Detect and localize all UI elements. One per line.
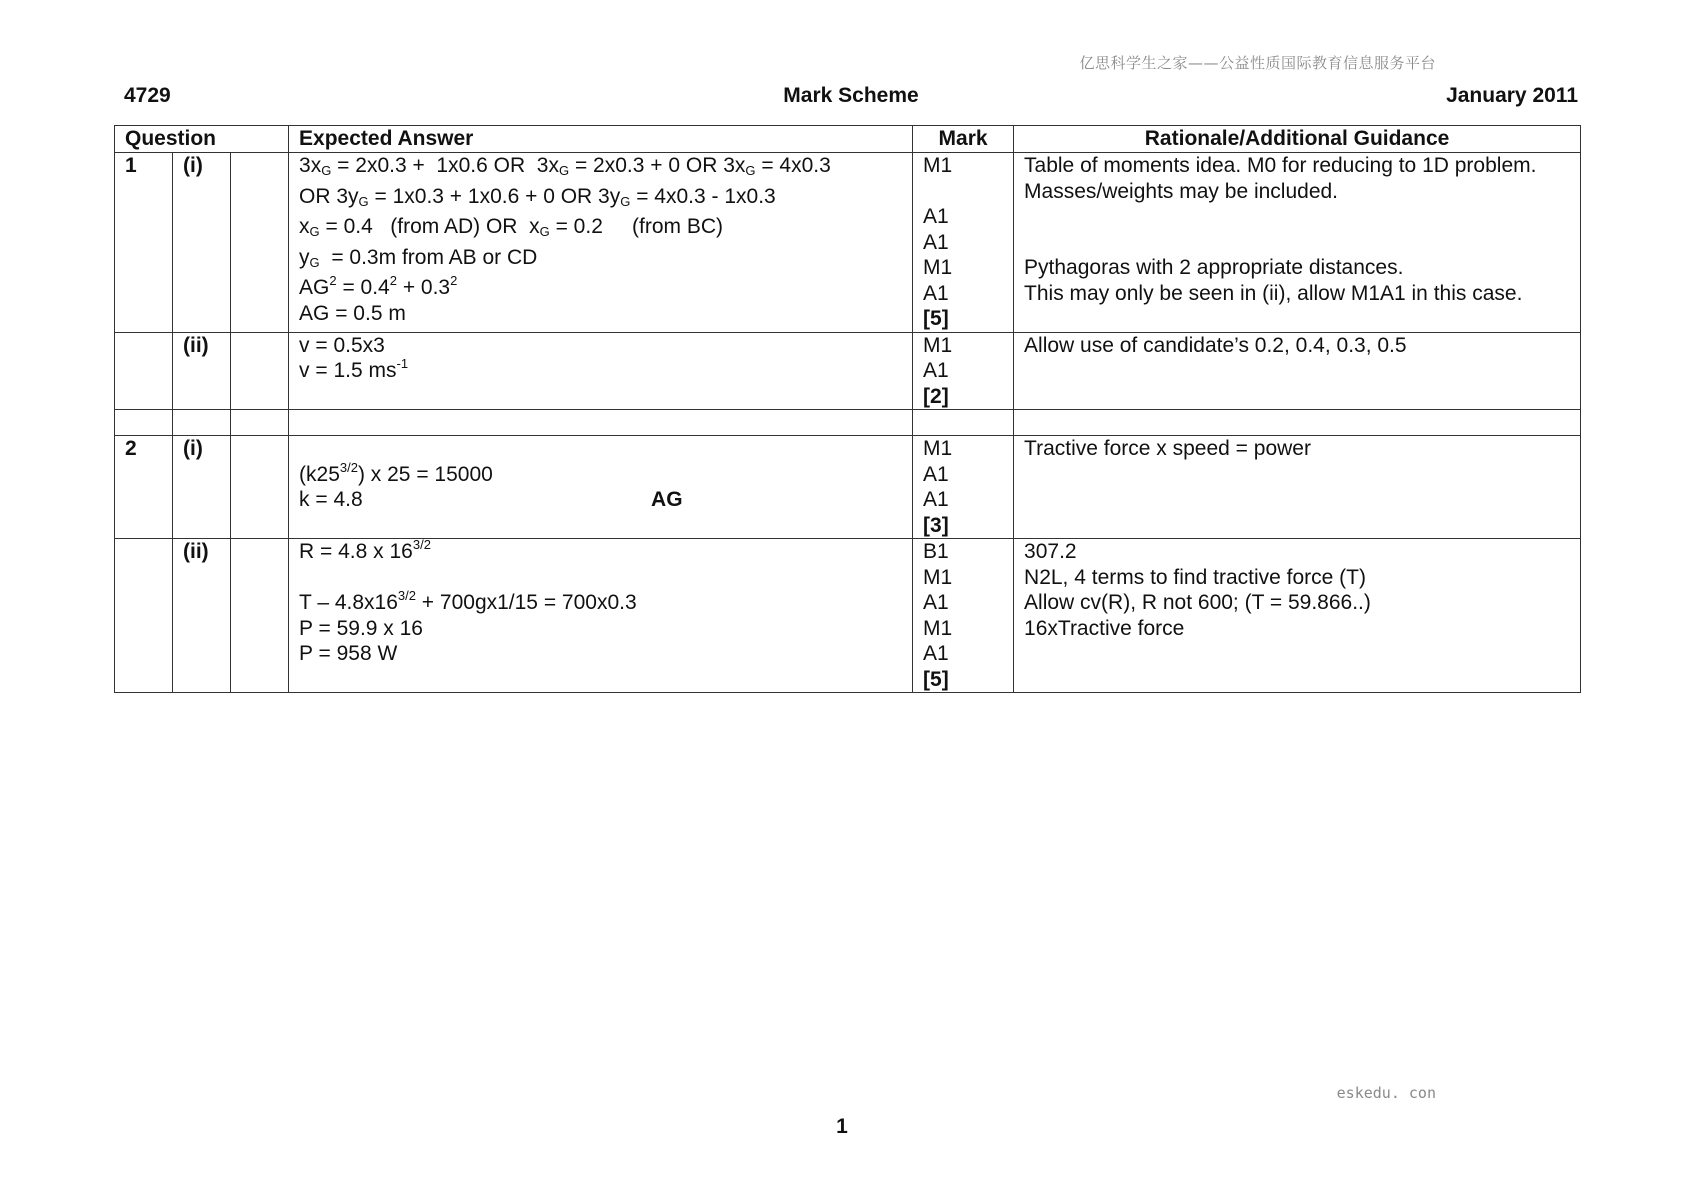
mark-scheme-table [114,125,1581,693]
answer-given-label: AG [651,488,683,511]
table-row [115,332,1581,410]
marks: M1 A1 A1 M1 A1 [5] [913,153,1014,333]
question-number: 1 [115,153,173,333]
footer-watermark: eskedu. con [1336,1084,1436,1102]
guidance: Tractive force x speed = power [1014,436,1581,539]
table-row-empty [115,410,1581,436]
expected-answer: $(k25^{3/2})$ x 25 = 15000 k = 4.8 AG [289,436,913,539]
question-part: (ii) [173,539,231,693]
document-title: Mark Scheme [783,84,919,107]
guidance: 307.2 N2L, 4 terms to find tractive force (T) Allow cv(R), R not 600; (T = 59.866..) 16xTractive force [1014,539,1581,693]
mark-total: [5] [923,307,949,330]
expected-answer: R = 4.8 x $16^{3/2}$ $T - 4.8x16^{3/2} + 700gx1/15 = 700x0.3$ P = 59.9 x 16 P = 958 W [289,539,913,693]
col-question: Question [115,126,289,153]
expected-answer: $3x_G = 2x0.3 + 1x0.6$ OR $3x_G = 2x0.3 + 0$ OR $3x_G = 4x0.3$ OR $3y_G = 1x0.3 + 1x0.6 + 0$ OR $3y_G = 4x0.3 - 1x0.3$ $x_G = 0.4$ (from AD) OR $x_G = 0.2$ (from BC) $y_G = 0.3m$ from AB or CD $AG^2 = 0.4^2 + 0.3^2$ AG = 0.5 m [289,153,913,333]
question-part: (i) [173,153,231,333]
guidance: Allow use of candidate’s 0.2, 0.4, 0.3, 0.5 [1014,332,1581,410]
paper-code: 4729 [124,84,171,107]
table-row [115,539,1581,693]
exam-date: January 2011 [1446,84,1578,107]
watermark-text: 亿思科学生之家——公益性质国际教育信息服务平台 [1079,54,1436,72]
expected-answer: v = 0.5x3 v = 1.5 $ms^{-1}$ [289,332,913,410]
table-row [115,436,1581,539]
guidance: Table of moments idea. M0 for reducing to 1D problem. Masses/weights may be included. Pythagoras with 2 appropriate distances. This may only be seen in (ii), allow M1A1 in this case. [1014,153,1581,333]
page-header [124,84,1578,114]
mark-total: [2] [923,384,949,408]
marks: B1 M1 A1 M1 A1 [5] [913,539,1014,693]
question-number: 2 [115,436,173,539]
question-part: (i) [173,436,231,539]
col-mark: Mark [913,126,1014,153]
mark-total: [3] [923,513,949,537]
col-guidance: Rationale/Additional Guidance [1014,126,1581,153]
page-number: 1 [836,1115,848,1138]
marks: M1 A1 A1 [3] [913,436,1014,539]
table-header-row [115,126,1581,153]
col-expected-answer: Expected Answer [289,126,913,153]
marks: M1 A1 [2] [913,332,1014,410]
table-row [115,153,1581,333]
question-part: (ii) [173,332,231,410]
mark-total: [5] [923,667,949,691]
